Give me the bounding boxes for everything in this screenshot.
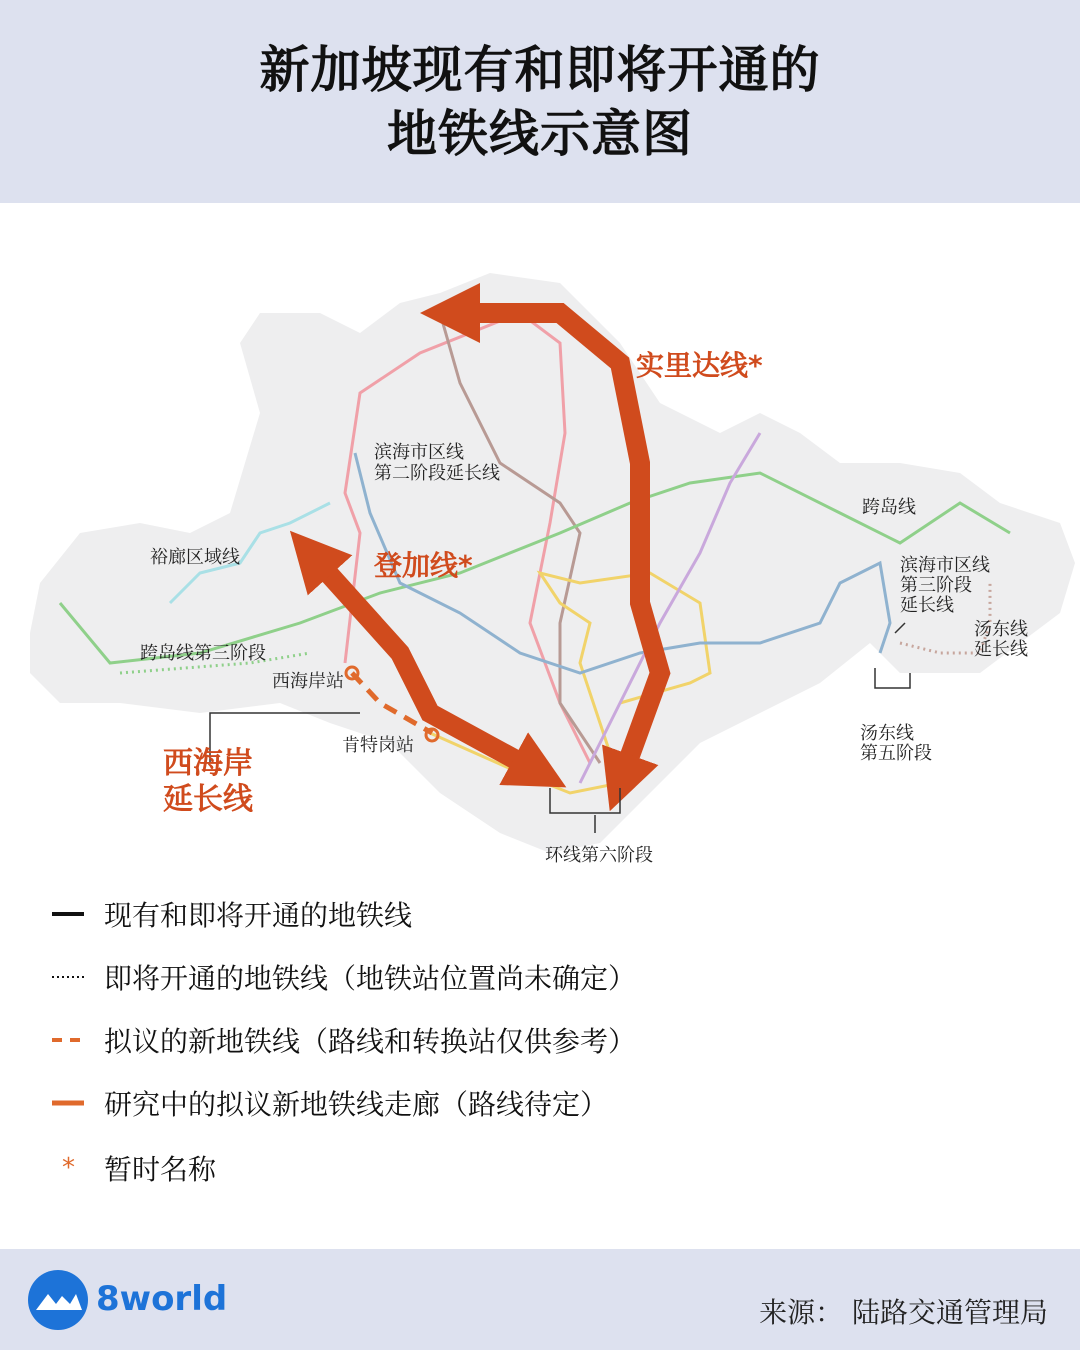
8world-logo-icon bbox=[28, 1270, 88, 1330]
logo-text: 8world bbox=[96, 1279, 228, 1319]
label-west-coast-ext-a: 西海岸 bbox=[163, 746, 253, 781]
legend-solid-black-icon bbox=[50, 894, 90, 934]
legend-item-existing bbox=[50, 894, 412, 934]
legend-item-study bbox=[50, 1083, 608, 1123]
legend-asterisk-icon: * bbox=[62, 1153, 75, 1183]
legend-label: 现有和即将开通的地铁线 bbox=[104, 899, 413, 932]
legend-dotted-black-icon bbox=[50, 957, 90, 997]
legend-dashed-orange-icon bbox=[50, 1020, 90, 1060]
label-west-coast-ext-b: 延长线 bbox=[163, 782, 253, 817]
label-dtl2-b: 第二阶段延长线 bbox=[374, 463, 500, 484]
title-line-1: 新加坡现有和即将开通的 bbox=[259, 40, 821, 99]
legend-label: 研究中的拟议新地铁线走廊（路线待定） bbox=[104, 1088, 609, 1121]
label-tel-ext-a: 汤东线 bbox=[974, 619, 1028, 640]
legend-item-proposed bbox=[50, 1020, 636, 1060]
legend-item-upcoming bbox=[50, 957, 636, 997]
label-dtl2-a: 滨海市区线 bbox=[374, 442, 464, 463]
label-jrl: 裕廊区域线 bbox=[150, 547, 240, 568]
mrt-map bbox=[0, 203, 1080, 893]
label-dtl3-a: 滨海市区线 bbox=[900, 555, 990, 576]
label-tel5-a: 汤东线 bbox=[860, 723, 914, 744]
legend-label: 拟议的新地铁线（路线和转换站仅供参考） bbox=[104, 1025, 637, 1058]
legend-item-provisional bbox=[50, 1148, 216, 1188]
legend-solid-orange-icon bbox=[50, 1083, 90, 1123]
legend-label: 即将开通的地铁线（地铁站位置尚未确定） bbox=[104, 962, 637, 995]
source-text: 来源： 陆路交通管理局 bbox=[759, 1296, 1048, 1329]
label-dtl3-b: 第三阶段 bbox=[900, 575, 972, 596]
label-tengah-line: 登加线* bbox=[374, 549, 473, 582]
label-cross-island-line: 实里达线* bbox=[636, 349, 763, 382]
label-crl3: 跨岛线第三阶段 bbox=[140, 643, 266, 664]
label-ccl6: 环线第六阶段 bbox=[545, 845, 653, 866]
legend-label: 暂时名称 bbox=[104, 1153, 217, 1186]
footer bbox=[0, 1249, 1080, 1350]
label-tel5-b: 第五阶段 bbox=[860, 743, 932, 764]
label-crl: 跨岛线 bbox=[862, 497, 916, 518]
label-kent-ridge-stn: 肯特岗站 bbox=[342, 735, 414, 756]
header bbox=[0, 0, 1080, 203]
label-tel-ext-b: 延长线 bbox=[974, 639, 1028, 660]
title-line-2: 地铁线示意图 bbox=[387, 104, 693, 163]
label-west-coast-stn: 西海岸站 bbox=[272, 671, 344, 692]
label-dtl3-c: 延长线 bbox=[900, 595, 954, 616]
